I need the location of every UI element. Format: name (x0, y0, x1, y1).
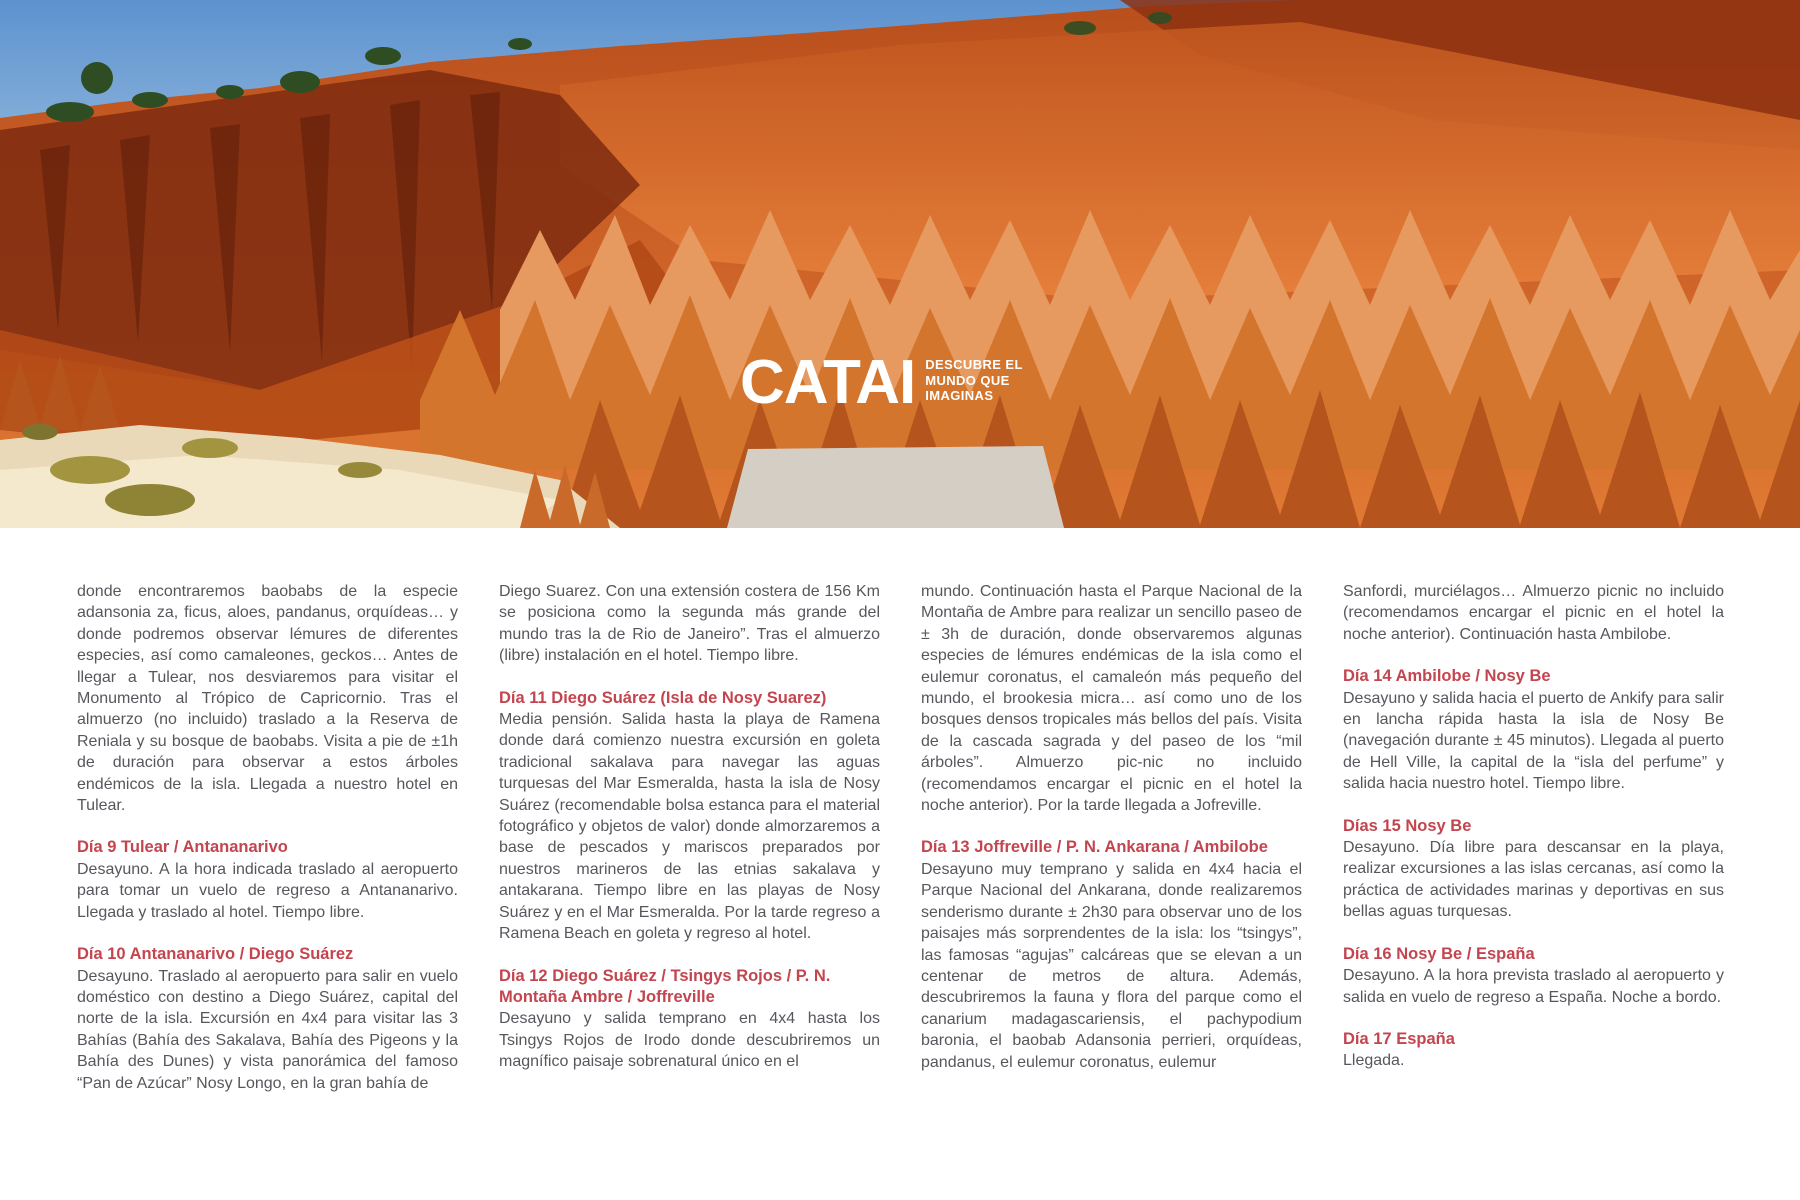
itinerary-day-heading: Día 13 Joffreville / P. N. Ankarana / Ambilobe (921, 838, 1268, 857)
itinerary-paragraph: Desayuno. Día libre para descansar en la playa, realizar excursiones a las islas cercanas, así como la práctica de actividades marinas y deportivas en sus bellas aguas turquesas. (1343, 839, 1724, 921)
itinerary-paragraph: donde encontraremos baobabs de la especie adansonia za, ficus, aloes, pandanus, orquídeas… y donde podremos observar lémures de diferentes especies, así como camaleones, geckos… Antes de llegar a Tulear, nos desviaremos para visitar el Monumento al Trópico de Capricornio. Tras el almuerzo (no incluido) traslado a la Reserva de Reniala y su bosque de baobabs. Visita a pie de ±1h de duración para observar a estos árboles endémicos de la isla. Llegada a nuestro hotel en Tulear. (77, 583, 458, 815)
itinerary-paragraph: Desayuno. Traslado al aeropuerto para salir en vuelo doméstico con destino a Diego Suárez, capital del norte de la isla. Excursión en 4x4 para visitar las 3 Bahías (Bahía des Sakalava, Bahía des Pigeons y la Bahía des Dunes) y vista panorámica del famoso “Pan de Azúcar” Nosy Longo, en la gran bahía de (77, 967, 458, 1092)
itinerary-day-heading: Día 9 Tulear / Antananarivo (77, 838, 288, 857)
itinerary-day-heading: Día 14 Ambilobe / Nosy Be (1343, 667, 1551, 686)
itinerary-paragraph: Desayuno. A la hora indicada traslado al aeropuerto para tomar un vuelo de regreso a Antananarivo. Llegada y traslado al hotel. Tiempo libre. (77, 860, 458, 921)
itinerary-paragraph: Desayuno y salida hacia el puerto de Ankify para salir en lancha rápida hasta la isla de Nosy Be (navegación durante ± 45 minutos). Llegada al puerto de Hell Ville, la capital de la “isla del perfume” y salida hacia nuestro hotel. Tiempo libre. (1343, 689, 1724, 793)
itinerary-paragraph: Sanfordi, murciélagos… Almuerzo picnic no incluido (recomendamos encargar el picnic en el hotel la noche anterior). Continuación hasta Ambilobe. (1343, 583, 1724, 643)
itinerary-column (1343, 581, 1724, 1094)
itinerary-day-heading: Día 16 Nosy Be / España (1343, 944, 1535, 963)
itinerary-paragraph: Media pensión. Salida hasta la playa de Ramena donde dará comienzo nuestra excursión en goleta tradicional sakalava para navegar las aguas turquesas del Mar Esmeralda, hasta la isla de Nosy Suárez (recomendable bolsa estanca para el material fotográfico y objetos de valor) donde almorzaremos a base de pescados y mariscos preparados por nuestros marineros de las etnias sakalava y antakarana. Tiempo libre en las playas de Nosy Suárez y en el Mar Esmeralda. Por la tarde regreso a Ramena Beach en goleta y regreso al hotel. (499, 711, 880, 943)
brand-wordmark: CATAI (740, 348, 916, 417)
itinerary-day-heading: Día 11 Diego Suárez (Isla de Nosy Suarez) (499, 688, 827, 707)
tagline-line: MUNDO QUE (925, 372, 1010, 388)
itinerary-paragraph: mundo. Continuación hasta el Parque Nacional de la Montaña de Ambre para realizar un sencillo paseo de ± 3h de duración, donde observaremos algunas especies de lémures endémicas de la isla como el eulemur coronatus, el camaleón más pequeño del mundo, el brookesia micra… así como uno de los bosques densos tropicales más bellos del país. Visita de la cascada sagrada y del paseo de los “mil árboles”. Almuerzo pic-nic no incluido (recomendamos encargar el picnic en el hotel la noche anterior). Por la tarde llegada a Jofreville. (921, 583, 1302, 815)
itinerary-paragraph: Llegada. (1343, 1052, 1405, 1070)
beige-trapezoid (727, 446, 1064, 528)
hero-photo (0, 0, 1800, 528)
itinerary-paragraph: Desayuno y salida temprano en 4x4 hasta los Tsingys Rojos de Irodo donde descubriremos un magnífico paisaje sobrenatural único en el (499, 1010, 880, 1071)
itinerary-column (499, 581, 880, 1094)
itinerary-day-heading: Día 17 España (1343, 1029, 1455, 1048)
itinerary-day-heading: Día 10 Antananarivo / Diego Suárez (77, 945, 354, 964)
tagline-line: IMAGINAS (925, 388, 994, 403)
itinerary-columns (77, 581, 1725, 1094)
catai-logo (740, 348, 1023, 417)
itinerary-day-heading: Día 12 Diego Suárez / Tsingys Rojos / P. N. Montaña Ambre / Joffreville (499, 966, 831, 1006)
itinerary-paragraph: Desayuno. A la hora prevista traslado al aeropuerto y salida en vuelo de regreso a España. Noche a bordo. (1343, 967, 1724, 1006)
itinerary-paragraph: Desayuno muy temprano y salida en 4x4 hacia el Parque Nacional del Ankarana, donde realizaremos senderismo durante ± 2h30 para observar uno de los paisajes más sorprendentes de la isla: los “tsingys”, las famosas “agujas” calcáreas que se elevan a un centenar de metros de altura. Además, descubriremos la fauna y flora del parque como el canarium madagascariensis, el pachypodium baronia, el baobab Adansonia perrieri, orquídeas, pandanus, el eulemur coronatus, eulemur (921, 860, 1302, 1071)
tagline-line: DESCUBRE EL (925, 357, 1023, 372)
itinerary-column (921, 581, 1302, 1094)
brand-tagline (925, 352, 1023, 404)
itinerary-column (77, 581, 458, 1094)
itinerary-paragraph: Diego Suarez. Con una extensión costera de 156 Km se posiciona como la segunda más grande del mundo tras la de Rio de Janeiro”. Tras el almuerzo (libre) instalación en el hotel. Tiempo libre. (499, 583, 880, 665)
itinerary-day-heading: Días 15 Nosy Be (1343, 816, 1472, 835)
